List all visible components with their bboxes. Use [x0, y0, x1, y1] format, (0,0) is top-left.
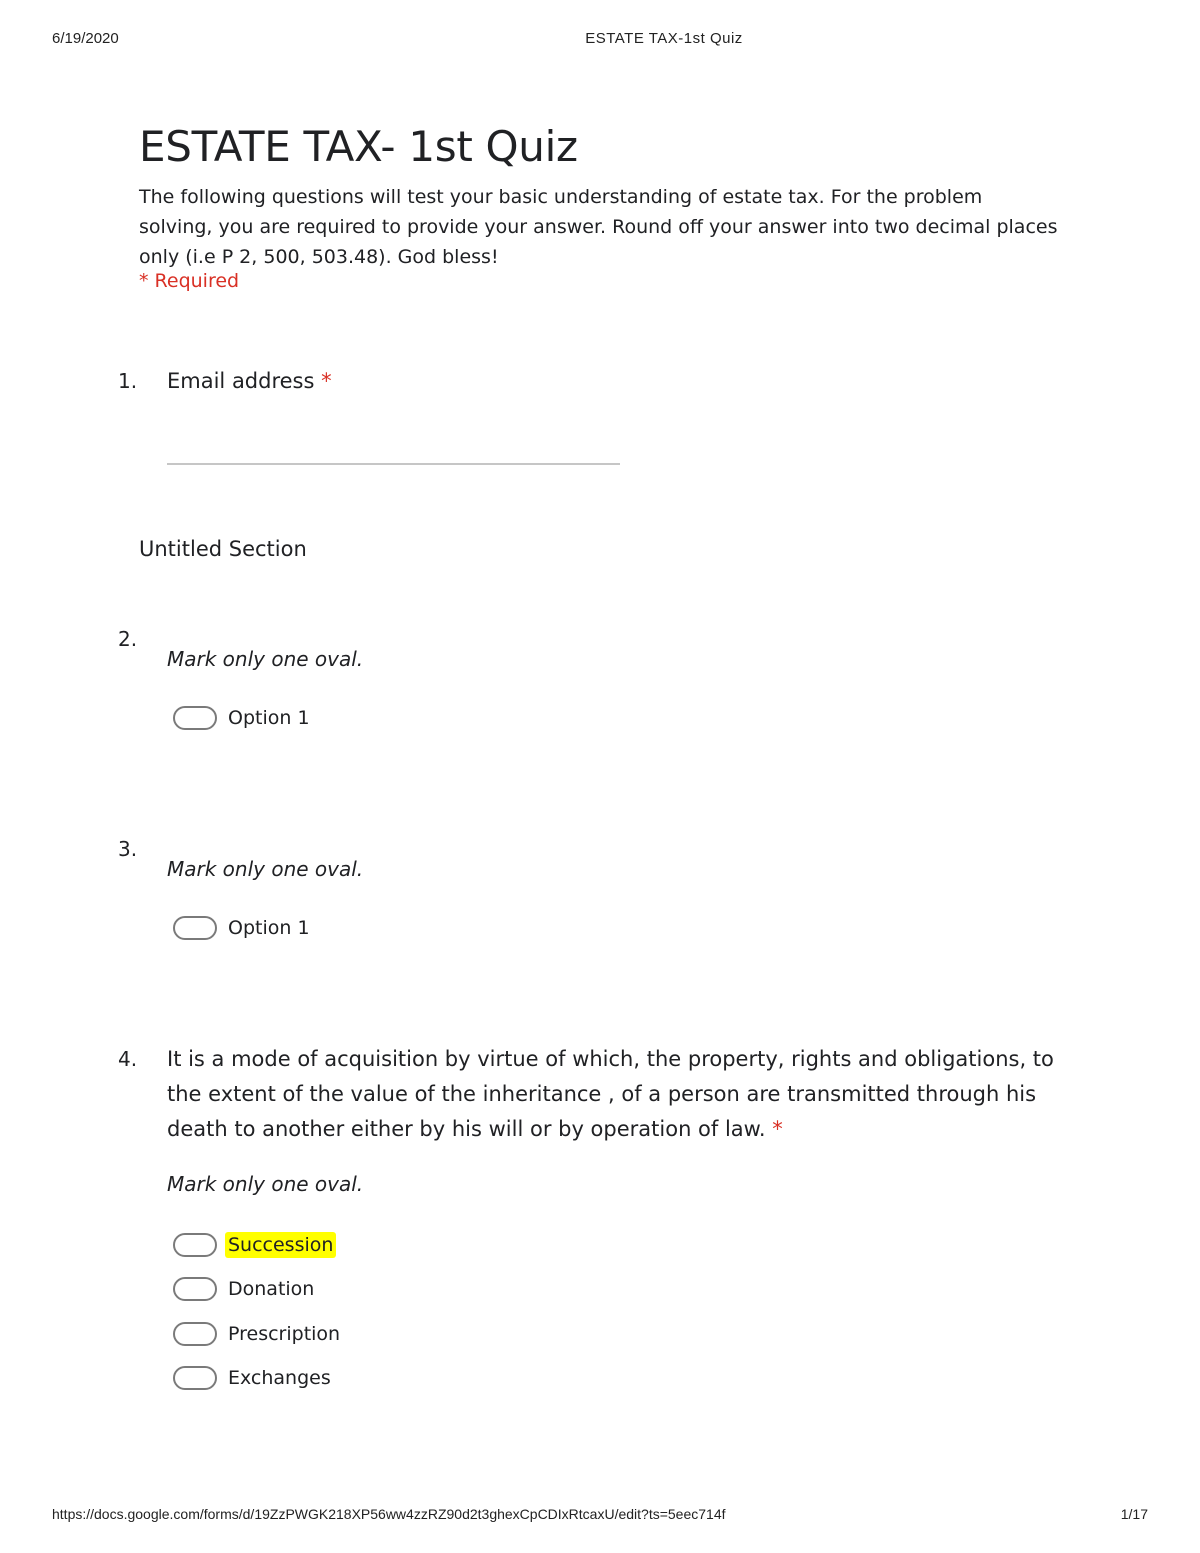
section-title: Untitled Section [139, 537, 307, 561]
question-1-number: 1. [118, 369, 138, 393]
question-3-option-1[interactable] [173, 914, 313, 942]
question-4-option-succession[interactable] [173, 1231, 336, 1259]
question-3-hint: Mark only one oval. [167, 857, 364, 881]
print-footer-page-number: 1/17 [1120, 1506, 1148, 1522]
required-star: * [321, 369, 332, 393]
print-header-title: ESTATE TAX-1st Quiz [585, 30, 743, 47]
print-header-date: 6/19/2020 [52, 30, 119, 47]
option-label: Option 1 [228, 917, 310, 939]
option-label: Prescription [228, 1323, 341, 1345]
question-1-label [167, 364, 1067, 399]
option-label: Exchanges [228, 1367, 331, 1389]
question-4-option-prescription[interactable] [173, 1320, 343, 1348]
question-2-number: 2. [118, 627, 138, 651]
question-4-number: 4. [118, 1047, 138, 1071]
question-4-hint: Mark only one oval. [167, 1172, 364, 1196]
option-label: Option 1 [228, 707, 310, 729]
question-4-label [167, 1042, 1067, 1147]
email-input-line[interactable] [167, 463, 620, 465]
radio-oval[interactable] [173, 916, 217, 940]
radio-oval[interactable] [173, 1233, 217, 1257]
radio-oval[interactable] [173, 1366, 217, 1390]
radio-oval[interactable] [173, 706, 217, 730]
question-2-hint: Mark only one oval. [167, 647, 364, 671]
radio-oval[interactable] [173, 1322, 217, 1346]
question-4-text: It is a mode of acquisition by virtue of which, the property, rights and obligations, to the extent of the value of the inheritance , of a person are transmitted through his death to another either by his will or by operation of law. [167, 1047, 1054, 1141]
question-4-option-exchanges[interactable] [173, 1364, 334, 1392]
form-description: The following questions will test your basic understanding of estate tax. For the problem solving, you are required to provide your answer. Round off your answer into two decimal places only (i.e P 2, 500, 503.48). God bless! [139, 186, 1058, 268]
question-2-option-1[interactable] [173, 704, 313, 732]
option-label: Donation [228, 1278, 315, 1300]
radio-oval[interactable] [173, 1277, 217, 1301]
question-3-number: 3. [118, 837, 138, 861]
required-note: * Required [139, 270, 240, 292]
required-star: * [772, 1117, 783, 1141]
question-1-text: Email address [167, 369, 315, 393]
form-title: ESTATE TAX- 1st Quiz [139, 122, 578, 171]
question-4-option-donation[interactable] [173, 1275, 317, 1303]
print-footer-url: https://docs.google.com/forms/d/19ZzPWGK218XP56ww4zzRZ90d2t3ghexCpCDIxRtcaxU/edit?ts=5eec714f [52, 1506, 726, 1522]
option-label-highlighted: Succession [225, 1232, 336, 1258]
